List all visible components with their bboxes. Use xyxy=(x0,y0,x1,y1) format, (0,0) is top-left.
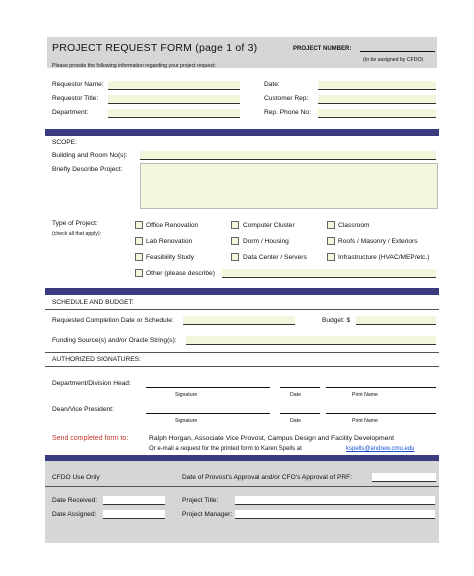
requestor-title-field[interactable] xyxy=(108,95,240,104)
schedule-heading: SCHEDULE AND BUDGET: xyxy=(52,299,134,306)
dept-head-signature-line[interactable] xyxy=(146,387,270,388)
project-title-field[interactable] xyxy=(235,496,435,505)
instructions: Please provide the following information regarding your project request: xyxy=(52,63,216,69)
date-received-field[interactable] xyxy=(103,496,165,505)
type-of-project-sub: (check all that apply): xyxy=(52,231,102,237)
infrastructure-checkbox[interactable] xyxy=(327,253,335,261)
cfdo-rule xyxy=(45,486,439,487)
date-received-label: Date Received: xyxy=(52,497,98,504)
send-line2-prefix: Or e-mail a request for the printed form to Karen Spells at xyxy=(149,446,302,452)
dean-print-line[interactable] xyxy=(326,413,436,414)
option-label: Lab Renovation xyxy=(146,238,193,245)
cfdo-use-only: CFDO Use Only xyxy=(52,474,100,481)
project-manager-label: Project Manager: xyxy=(182,511,233,518)
customer-rep-label: Customer Rep: xyxy=(264,95,309,102)
print-name-caption: Print Name xyxy=(352,418,378,424)
dorm-housing-checkbox[interactable] xyxy=(231,237,239,245)
date-field[interactable] xyxy=(318,81,436,90)
building-field[interactable] xyxy=(140,151,436,160)
dept-head-label: Department/Division Head: xyxy=(52,380,131,387)
building-label: Building and Room No(s): xyxy=(52,152,128,159)
project-title-label: Project Title: xyxy=(182,497,219,504)
completion-label: Requested Completion Date or Schedule: xyxy=(52,317,174,324)
classroom-checkbox[interactable] xyxy=(327,221,335,229)
email-link[interactable]: kspells@andrew.cmu.edu xyxy=(346,446,415,452)
date-label: Date: xyxy=(264,81,280,88)
approval-date-field[interactable] xyxy=(372,473,436,482)
data-center-checkbox[interactable] xyxy=(231,253,239,261)
rep-phone-label: Rep. Phone No: xyxy=(264,109,311,116)
option-label: Classroom xyxy=(338,222,370,229)
project-manager-field[interactable] xyxy=(235,510,435,519)
requestor-name-label: Requestor Name: xyxy=(52,81,104,88)
schedule-divider-bar xyxy=(45,288,439,295)
date-caption: Date xyxy=(290,418,301,424)
date-assigned-field[interactable] xyxy=(103,510,165,519)
dept-head-date-line[interactable] xyxy=(280,387,320,388)
feasibility-study-checkbox[interactable] xyxy=(135,253,143,261)
schedule-rule xyxy=(45,309,439,310)
option-label: Feasibility Study xyxy=(146,254,195,261)
signature-caption: Signature xyxy=(175,392,198,398)
send-label: Send completed form to: xyxy=(52,435,129,442)
send-line1: Ralph Horgan, Associate Vice Provost, Campus Design and Facility Development xyxy=(149,435,395,442)
date-assigned-label: Date Assigned: xyxy=(52,511,97,518)
requestor-name-field[interactable] xyxy=(108,81,240,90)
option-label: Roofs / Masonry / Exteriors xyxy=(338,238,418,245)
dept-head-print-line[interactable] xyxy=(326,387,436,388)
department-field[interactable] xyxy=(108,109,240,118)
project-number-line xyxy=(360,51,435,52)
option-label: Data Center / Servers xyxy=(243,254,307,261)
describe-label: Briefly Describe Project: xyxy=(52,166,123,173)
assigned-note: (to be assigned by CFDO) xyxy=(363,57,424,63)
customer-rep-field[interactable] xyxy=(318,95,436,104)
signatures-rule-top xyxy=(45,352,439,353)
completion-field[interactable] xyxy=(183,316,295,325)
project-number-label: PROJECT NUMBER: xyxy=(293,46,352,52)
option-label: Other (please describe) xyxy=(146,270,215,277)
dean-date-line[interactable] xyxy=(280,413,320,414)
funding-label: Funding Source(s) and/or Oracle String(s): xyxy=(52,337,177,344)
computer-cluster-checkbox[interactable] xyxy=(231,221,239,229)
type-of-project-label: Type of Project: xyxy=(52,220,98,227)
option-label: Infrastructure (HVAC/MEP/etc.) xyxy=(338,254,430,261)
rep-phone-field[interactable] xyxy=(318,109,436,118)
other-checkbox[interactable] xyxy=(135,269,143,277)
date-caption: Date xyxy=(290,392,301,398)
funding-field[interactable] xyxy=(186,336,436,345)
roofs-masonry-checkbox[interactable] xyxy=(327,237,335,245)
signatures-heading: AUTHORIZED SIGNATURES: xyxy=(52,356,141,363)
scope-divider-bar xyxy=(45,129,439,136)
option-label: Dorm / Housing xyxy=(243,238,289,245)
form-title: PROJECT REQUEST FORM (page 1 of 3) xyxy=(52,42,258,54)
scope-heading: SCOPE: xyxy=(52,139,77,146)
department-label: Department: xyxy=(52,109,89,116)
approval-label: Date of Provost's Approval and/or CFO's Approval of PRF: xyxy=(182,474,353,481)
signature-caption: Signature xyxy=(175,418,198,424)
lab-renovation-checkbox[interactable] xyxy=(135,237,143,245)
office-renovation-checkbox[interactable] xyxy=(135,221,143,229)
requestor-title-label: Requestor Title: xyxy=(52,95,99,102)
dean-signature-line[interactable] xyxy=(146,413,270,414)
describe-textarea[interactable] xyxy=(140,163,438,209)
print-name-caption: Print Name xyxy=(352,392,378,398)
other-describe-field[interactable] xyxy=(222,269,436,278)
option-label: Computer Cluster xyxy=(243,222,295,229)
budget-field[interactable] xyxy=(356,316,436,325)
dean-label: Dean/Vice President: xyxy=(52,406,114,413)
budget-label: Budget: $ xyxy=(322,317,351,324)
option-label: Office Renovation xyxy=(146,222,199,229)
signatures-rule xyxy=(45,366,439,367)
